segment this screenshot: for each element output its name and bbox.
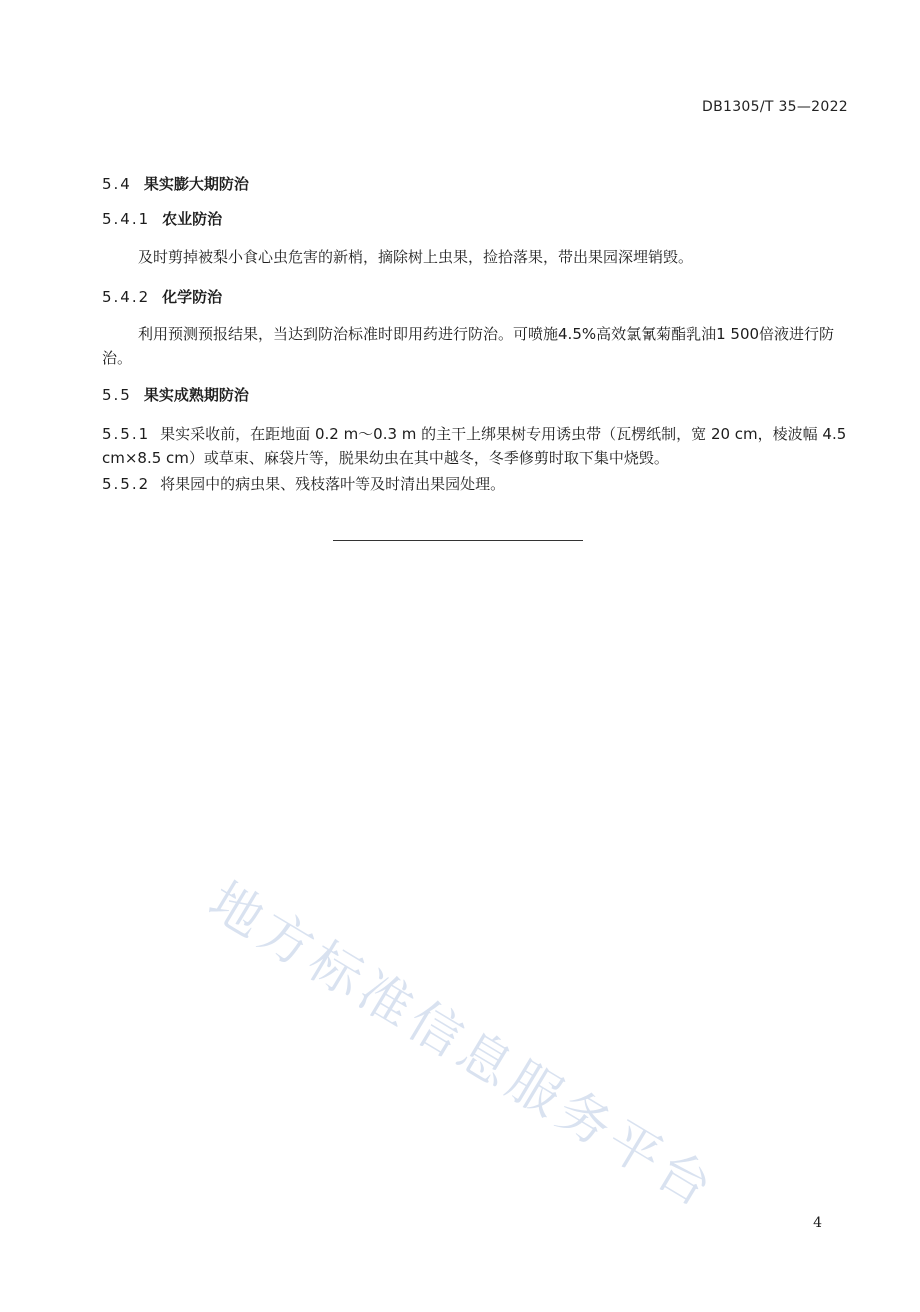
section-title: 果实成熟期防治 (143, 386, 249, 404)
section-number: 5.4.1 (102, 210, 151, 228)
section-title: 化学防治 (162, 288, 223, 306)
paragraph-5-4-2: 利用预测预报结果，当达到防治标准时即用药进行防治。可喷施4.5%高效氯氰菊酯乳油1 500倍液进行防治。 (102, 325, 835, 367)
section-number: 5.4 (102, 175, 132, 193)
clause-number: 5.5.2 (102, 475, 151, 493)
section-heading-5-4-1 (102, 208, 222, 229)
section-heading-5-4 (102, 173, 249, 194)
section-heading-5-4-2 (102, 286, 222, 307)
paragraph-5-4-1: 及时剪掉被梨小食心虫危害的新梢，摘除树上虫果，捡拾落果，带出果园深埋销毁。 (138, 248, 694, 266)
clause-text: 果实采收前，在距地面 0.2 m～0.3 m 的主干上绑果树专用诱虫带（瓦楞纸制，宽 20 cm，棱波幅 4.5 cm×8.5 cm）或草束、麻袋片等，脱果幼虫在其中越冬，冬季修剪时取下集中烧毁。 (102, 425, 847, 467)
section-number: 5.5 (102, 386, 132, 404)
section-title: 果实膨大期防治 (143, 175, 249, 193)
section-title: 农业防治 (162, 210, 223, 228)
section-number: 5.4.2 (102, 288, 151, 306)
end-of-text-rule (333, 540, 583, 541)
paragraph-5-5-2 (102, 472, 854, 496)
watermark: 地方标准信息服务平台 (198, 871, 727, 1222)
clause-text: 将果园中的病虫果、残枝落叶等及时清出果园处理。 (160, 475, 506, 493)
clause-number: 5.5.1 (102, 425, 151, 443)
section-heading-5-5 (102, 384, 249, 405)
paragraph-5-5-1 (102, 422, 854, 470)
page-number: 4 (813, 1215, 822, 1231)
document-code: DB1305/T 35—2022 (702, 99, 848, 115)
